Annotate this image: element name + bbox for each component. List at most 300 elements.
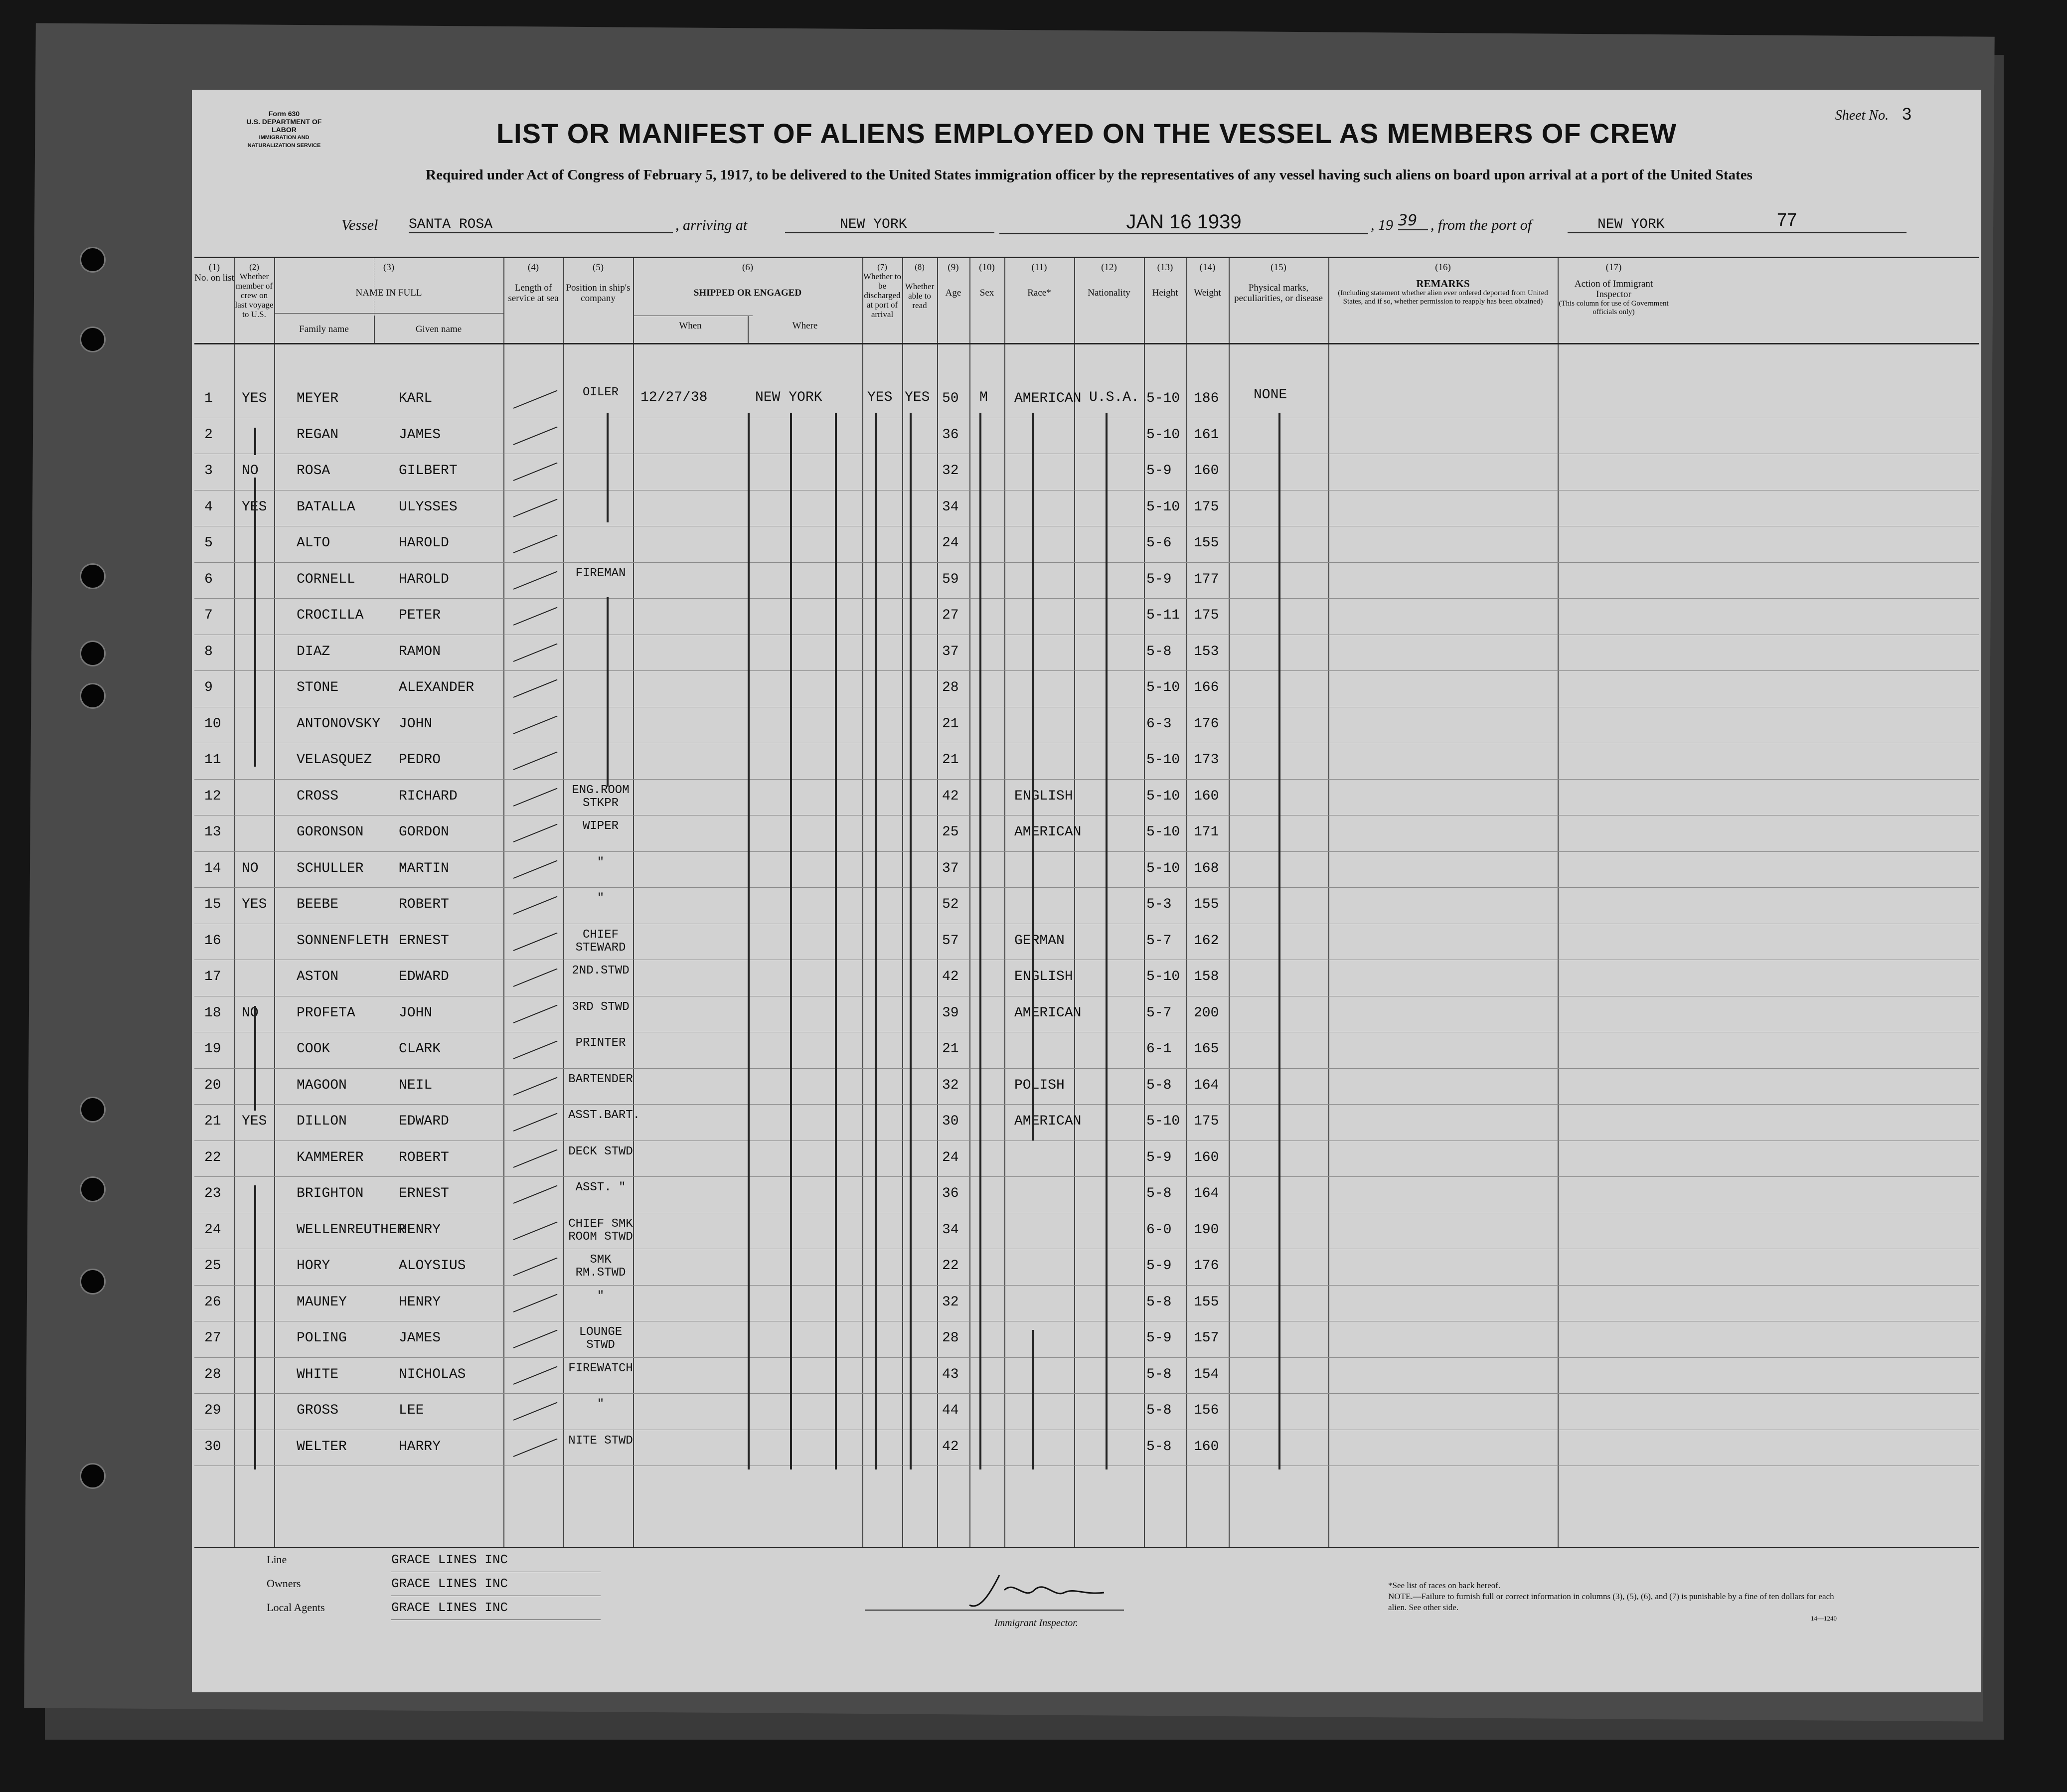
header-given-name: Given name [415,324,462,334]
previous-voyage: YES [242,897,267,912]
position: 2ND.STWD [572,964,630,977]
given-name: RAMON [399,644,441,659]
row-number: 30 [204,1439,221,1455]
given-name: CLARK [399,1041,441,1057]
service-check-mark [513,968,558,986]
age: 34 [942,499,959,515]
row-number: 29 [204,1403,221,1418]
family-name: PROFETA [297,1005,355,1021]
family-name: GROSS [297,1403,339,1418]
position: " [597,892,605,905]
row-rule [194,598,1979,599]
age: 52 [942,897,959,912]
service-check-mark [513,823,558,842]
inspector-label: Immigrant Inspector. [994,1618,1078,1629]
previous-voyage: YES [242,1114,267,1129]
ditto-line [1278,413,1280,1469]
age: 21 [942,752,959,768]
service-check-mark [513,1149,558,1167]
form-number: Form 630 [268,110,300,118]
given-name: LEE [399,1403,424,1418]
row-rule [194,1068,1979,1069]
weight: 154 [1194,1366,1219,1382]
family-name: ROSA [297,463,330,479]
header-sex: (10) Sex [979,262,995,298]
weight: 162 [1194,933,1219,949]
weight: 158 [1194,969,1219,984]
header-name-in-full: (3) NAME IN FULL [355,262,422,298]
header-length-of-service: (4) Length of service at sea [508,262,559,304]
corner-number: 77 [1777,209,1797,230]
family-name: WELLENREUTHER [297,1222,406,1238]
race: AMERICAN [1014,824,1082,840]
binder-punch-hole [80,1463,106,1489]
previous-voyage: NO [242,463,259,479]
height: 6-3 [1146,716,1172,732]
position: " [597,855,605,869]
row-rule [194,1285,1979,1286]
row-number: 24 [204,1222,221,1238]
footnote [1388,1580,1837,1624]
weight: 177 [1194,571,1219,587]
owners-value: GRACE LINES INC [391,1572,601,1596]
given-name: GILBERT [399,463,458,479]
row-rule [194,562,1979,563]
height: 5-9 [1146,463,1172,479]
weight: 190 [1194,1222,1219,1238]
age: 44 [942,1403,959,1418]
service-check-mark [513,1221,558,1240]
line-value: GRACE LINES INC [391,1548,601,1572]
row-number: 17 [204,969,221,984]
nationality-value: U.S.A. [1089,390,1139,405]
header-shipped-engaged: (6) SHIPPED OR ENGAGED [693,262,802,298]
row-number: 28 [204,1366,221,1382]
service-check-mark [513,462,558,481]
position: ASST.BART. [568,1109,640,1122]
height: 5-10 [1146,788,1180,804]
weight: 153 [1194,644,1219,659]
weight: 175 [1194,1114,1219,1129]
height: 5-10 [1146,969,1180,984]
given-name: HENRY [399,1294,441,1310]
position: NITE STWD [568,1434,633,1448]
position: WIPER [582,819,619,833]
height: 5-8 [1146,1403,1172,1418]
weight: 155 [1194,535,1219,551]
row-number: 7 [204,608,213,623]
given-name: ERNEST [399,933,449,949]
row-number: 20 [204,1077,221,1093]
header-where: Where [792,321,818,331]
weight: 155 [1194,1294,1219,1310]
given-name: PEDRO [399,752,441,768]
height: 5-10 [1146,680,1180,695]
service-check-mark [513,1366,558,1384]
row-number: 4 [204,499,213,515]
row-number: 13 [204,824,221,840]
owners-label: Owners [267,1577,301,1590]
age: 34 [942,1222,959,1238]
row-rule [194,1104,1979,1105]
service-check-mark [513,1329,558,1348]
family-name: DILLON [297,1114,347,1129]
row-rule [194,1176,1979,1177]
given-name: HENRY [399,1222,441,1238]
age: 59 [942,571,959,587]
ditto-line [979,413,981,1469]
age: 57 [942,933,959,949]
header-family-name: Family name [299,324,349,334]
from-port-label: , from the port of [1431,217,1532,233]
age: 50 [942,391,959,406]
weight: 161 [1194,427,1219,443]
height: 5-7 [1146,1005,1172,1021]
header-position: (5) Position in ship's company [566,262,631,304]
age: 42 [942,788,959,804]
row-number: 8 [204,644,213,659]
height: 5-9 [1146,571,1172,587]
family-name: ALTO [297,535,330,551]
manifest-sheet [192,90,1981,1692]
binder-punch-hole [80,641,106,666]
service-check-mark [513,643,558,661]
arrival-date-stamp: JAN 16 1939 [999,211,1368,234]
ditto-line [607,597,609,787]
given-name: KARL [399,391,433,406]
arriving-port: NEW YORK [785,217,994,233]
binder-punch-hole [80,326,106,352]
weight: 186 [1194,391,1219,406]
row-rule [194,779,1979,780]
service-check-mark [513,860,558,878]
age: 42 [942,1439,959,1455]
shipped-where: NEW YORK [755,390,822,405]
given-name: MARTIN [399,860,449,876]
given-name: JOHN [399,1005,433,1021]
family-name: MAUNEY [297,1294,347,1310]
family-name: SCHULLER [297,860,364,876]
line-label: Line [267,1553,287,1566]
footer-block [267,1548,508,1620]
ditto-line [1032,1330,1034,1469]
given-name: NEIL [399,1077,433,1093]
binder-punch-hole [80,683,106,709]
weight: 160 [1194,788,1219,804]
family-name: SONNENFLETH [297,933,389,949]
previous-voyage: YES [242,499,267,515]
service-check-mark [513,932,558,951]
header-nationality: (12) Nationality [1088,262,1130,298]
previous-voyage: NO [242,1005,259,1021]
height: 5-9 [1146,1330,1172,1346]
service-check-mark [513,751,558,770]
row-rule [194,1357,1979,1358]
row-rule [194,1393,1979,1394]
age: 36 [942,427,959,443]
weight: 175 [1194,499,1219,515]
header-weight: (14) Weight [1194,262,1221,298]
ditto-line [254,478,256,767]
row-number: 12 [204,788,221,804]
service-check-mark [513,498,558,517]
family-name: DIAZ [297,644,330,659]
row-rule [194,887,1979,888]
row-number: 19 [204,1041,221,1057]
row-number: 3 [204,463,213,479]
service-check-mark [513,1402,558,1420]
weight: 157 [1194,1330,1219,1346]
height: 5-10 [1146,499,1180,515]
given-name: NICHOLAS [399,1366,466,1382]
position: PRINTER [575,1036,626,1050]
row-rule [194,670,1979,671]
service-check-mark [513,607,558,625]
service-check-mark [513,1294,558,1312]
service-check-mark [513,715,558,734]
row-number: 23 [204,1186,221,1201]
header-height: (13) Height [1152,262,1178,298]
race: GERMAN [1014,933,1065,949]
row-rule [194,1140,1979,1141]
ditto-line [748,413,750,1469]
height: 5-10 [1146,860,1180,876]
age: 24 [942,1149,959,1165]
weight: 166 [1194,680,1219,695]
family-name: REGAN [297,427,339,443]
service-check-mark [513,426,558,445]
read-value: YES [905,390,930,405]
height: 5-8 [1146,644,1172,659]
binder-punch-hole [80,1097,106,1123]
family-name: POLING [297,1330,347,1346]
header-able-to-read: (8) Whether able to read [905,262,935,310]
given-name: HARRY [399,1439,441,1455]
position: OILER [582,386,619,399]
height: 5-10 [1146,824,1180,840]
sheet-number-value: 3 [1902,105,1911,124]
row-number: 14 [204,860,221,876]
family-name: BATALLA [297,499,355,515]
header-physical-marks: (15) Physical marks, peculiarities, or disease [1234,262,1323,304]
header-age: (9) Age [945,262,961,298]
header-previous-voyage: (2) Whether member of crew on last voyage to U.S. [235,262,274,319]
given-name: HAROLD [399,571,449,587]
race: ENGLISH [1014,788,1073,804]
weight: 200 [1194,1005,1219,1021]
row-number: 21 [204,1114,221,1129]
given-name: HAROLD [399,535,449,551]
ditto-line [254,428,256,455]
weight: 176 [1194,716,1219,732]
header-remarks: (16) REMARKS (Including statement whether alien ever ordered deported from United States, and if so, whether permission to reapply has been obtained) [1338,262,1548,306]
given-name: RICHARD [399,788,458,804]
given-name: ROBERT [399,897,449,912]
age: 21 [942,716,959,732]
footnote-fine: NOTE.—Failure to furnish full or correct information in columns (3), (5), (6), and (7) is punishable by a fine of ten dollars for each alien. See other side. [1388,1592,1834,1612]
height: 5-9 [1146,1258,1172,1274]
age: 36 [942,1186,959,1201]
header-discharged: (7) Whether to be discharged at port of arrival [863,262,901,319]
age: 21 [942,1041,959,1057]
previous-voyage: NO [242,860,259,876]
family-name: BEEBE [297,897,339,912]
height: 5-10 [1146,752,1180,768]
binder-punch-hole [80,1176,106,1202]
ditto-line [910,413,912,1469]
height: 5-10 [1146,391,1180,406]
service-check-mark [513,1438,558,1457]
row-number: 16 [204,933,221,949]
family-name: ASTON [297,969,339,984]
service-check-mark [513,1185,558,1203]
ditto-line [254,1006,256,1111]
height: 6-1 [1146,1041,1172,1057]
height: 5-9 [1146,1149,1172,1165]
family-name: MAGOON [297,1077,347,1093]
height: 5-10 [1146,427,1180,443]
age: 25 [942,824,959,840]
footnote-races: *See list of races on back hereof. [1388,1581,1501,1590]
given-name: ULYSSES [399,499,458,515]
row-number: 18 [204,1005,221,1021]
row-number: 15 [204,897,221,912]
row-rule [194,851,1979,852]
service-check-mark [513,679,558,697]
physical-marks-value: NONE [1254,387,1287,403]
family-name: KAMMERER [297,1149,364,1165]
year-prefix: , 19 [1371,217,1393,233]
position: FIREWATCH [568,1361,633,1375]
row-number: 1 [204,391,213,406]
race: AMERICAN [1014,1005,1082,1021]
height: 5-8 [1146,1186,1172,1201]
age: 30 [942,1114,959,1129]
age: 43 [942,1366,959,1382]
height: 5-8 [1146,1077,1172,1093]
height: 5-10 [1146,1114,1180,1129]
age: 37 [942,644,959,659]
service-check-mark [513,571,558,589]
family-name: STONE [297,680,339,695]
ditto-line [790,413,792,1469]
family-name: GORONSON [297,824,364,840]
arriving-label: , arriving at [675,217,748,233]
weight: 156 [1194,1403,1219,1418]
height: 5-8 [1146,1439,1172,1455]
given-name: PETER [399,608,441,623]
age: 22 [942,1258,959,1274]
family-name: COOK [297,1041,330,1057]
weight: 165 [1194,1041,1219,1057]
header-when: When [679,321,702,331]
row-number: 26 [204,1294,221,1310]
family-name: MEYER [297,391,339,406]
department-name: U.S. DEPARTMENT OF LABOR [246,118,322,134]
weight: 168 [1194,860,1219,876]
sex-value: M [979,390,988,405]
given-name: JAMES [399,1330,441,1346]
row-number: 6 [204,571,213,587]
weight: 173 [1194,752,1219,768]
race: AMERICAN [1014,1114,1082,1129]
from-port: NEW YORK [1568,217,1907,233]
crew-table [194,257,1979,1548]
binder-punch-hole [80,1269,106,1295]
position: " [597,1289,605,1303]
header-inspector-action: (17) Action of Immigrant Inspector (This column for use of Government officials only) [1559,262,1669,316]
vessel-label: Vessel [341,217,378,233]
ditto-line [254,1185,256,1469]
header-race: (11) Race* [1027,262,1051,298]
service-check-mark [513,1040,558,1059]
age: 39 [942,1005,959,1021]
family-name: CORNELL [297,571,355,587]
weight: 164 [1194,1186,1219,1201]
age: 32 [942,1077,959,1093]
form-code: 14—1240 [1811,1615,1837,1622]
service-check-mark [513,788,558,806]
service-check-mark [513,1113,558,1131]
row-number: 5 [204,535,213,551]
given-name: JOHN [399,716,433,732]
height: 6-0 [1146,1222,1172,1238]
family-name: WHITE [297,1366,339,1382]
previous-voyage: YES [242,391,267,406]
weight: 160 [1194,1149,1219,1165]
service-check-mark [513,1004,558,1023]
signature-scribble [855,1570,1134,1615]
age: 37 [942,860,959,876]
given-name: GORDON [399,824,449,840]
ditto-line [607,413,609,522]
service-check-mark [513,1257,558,1276]
family-name: HORY [297,1258,330,1274]
service-check-mark [513,390,558,408]
family-name: CROSS [297,788,339,804]
position: LOUNGE STWD [579,1325,623,1352]
given-name: EDWARD [399,969,449,984]
row-number: 10 [204,716,221,732]
row-number: 11 [204,752,221,768]
weight: 176 [1194,1258,1219,1274]
service-check-mark [513,1077,558,1095]
binder-punch-hole [80,563,106,589]
ditto-line [1106,413,1108,1469]
service-check-mark [513,534,558,553]
weight: 175 [1194,608,1219,623]
ditto-line [1032,413,1034,1140]
year-suffix: 39 [1398,212,1428,230]
position: SMK RM.STWD [575,1253,626,1280]
given-name: EDWARD [399,1114,449,1129]
ditto-line [835,413,837,1469]
agents-value: GRACE LINES INC [391,1596,601,1620]
row-number: 27 [204,1330,221,1346]
header-no-on-list: (1) No. on list [194,262,234,283]
row-number: 22 [204,1149,221,1165]
sheet-number-label: Sheet No. [1835,108,1889,123]
row-number: 2 [204,427,213,443]
agents-label: Local Agents [267,1601,325,1614]
row-number: 25 [204,1258,221,1274]
weight: 171 [1194,824,1219,840]
race: AMERICAN [1014,391,1082,406]
family-name: BRIGHTON [297,1186,364,1201]
race: POLISH [1014,1077,1065,1093]
age: 42 [942,969,959,984]
family-name: WELTER [297,1439,347,1455]
